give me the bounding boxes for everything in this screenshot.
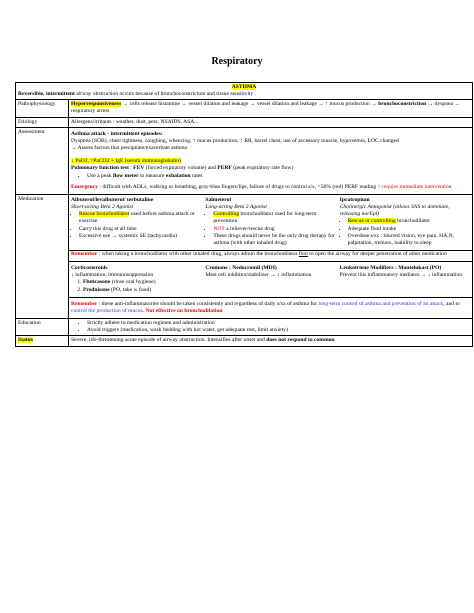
remember2-label: Remember bbox=[71, 300, 98, 307]
prednisone: Prednisone bbox=[83, 286, 110, 293]
corticosteroids-item-2 bbox=[83, 287, 201, 294]
header-row bbox=[16, 83, 473, 100]
corticosteroids-block bbox=[71, 265, 201, 294]
education-row bbox=[16, 319, 473, 336]
peak-bold2: exhalation bbox=[165, 172, 191, 179]
anti-inflammatory-group bbox=[69, 262, 472, 298]
pft-bold3: PERF bbox=[217, 165, 232, 172]
etiology-row bbox=[16, 117, 473, 127]
asthma-table bbox=[15, 82, 473, 347]
remember1-text1: : when taking a bronchodilator with other inhaled drug, always admin the bronchodilator bbox=[97, 250, 299, 257]
remember2-red: Not effective on bronchodilation bbox=[145, 307, 223, 314]
ipratropium-item-2: • Adequate fluid intake bbox=[348, 226, 470, 233]
asthma-desc-rest: airway obstruction occurs because of bronchoconstriction and tissue sensitivity bbox=[74, 91, 254, 98]
albuterol-hl: Rescue bronchodilator bbox=[79, 211, 130, 218]
ipratropium-or: or bbox=[363, 218, 372, 225]
albuterol-title: Albuterol/levalbuterol/ terbutaline bbox=[71, 196, 154, 203]
remember-bronchodilator bbox=[69, 251, 472, 262]
salmeterol-hl: Controlling bbox=[213, 211, 240, 218]
albuterol-sub: Short-acting Beta 2 Agonist bbox=[71, 204, 134, 211]
pft-line bbox=[71, 165, 470, 172]
peak-bold1: flow meter bbox=[112, 172, 139, 179]
medication-label: Medication bbox=[16, 194, 69, 318]
patho-text1: → cells release histamine → vessel dilation and leakage → vessel dilation and leakage → ↑ mucus production → bbox=[121, 101, 379, 108]
ipratropium-block bbox=[340, 197, 470, 247]
ipratropium-rest: bronchodilator bbox=[395, 218, 431, 225]
ipratropium-item-1 bbox=[348, 218, 470, 225]
education-item-2: • Avoid triggers (medication, wash bedding with hot water, get adequate rest, limit anxiety) bbox=[87, 327, 470, 334]
pft-text3: (peak expiratory rate flow) bbox=[231, 165, 294, 172]
prednisone-rest: (PO, take w food) bbox=[109, 286, 152, 293]
salmeterol-block bbox=[205, 197, 335, 247]
leukotriene-title: Leukotriene Modifiers : Montelukast (PO) bbox=[339, 265, 442, 272]
peak-flow-item bbox=[87, 173, 470, 180]
salmeterol-item-2 bbox=[213, 226, 335, 233]
bronchodilator-group bbox=[69, 195, 472, 251]
asthma-desc-bold: Reversible, intermittent bbox=[18, 91, 75, 98]
asthma-heading: ASTHMA bbox=[231, 84, 257, 90]
status-row bbox=[16, 336, 473, 346]
education-item-1: • Strictly adhere to medication regimen and administration bbox=[87, 320, 470, 327]
peak-post: rates bbox=[190, 172, 203, 179]
patho-bold: bronchoconstriction bbox=[378, 101, 427, 108]
assessment-row bbox=[16, 127, 473, 194]
corticosteroids-sub: ↓ inflammation, immunosuppression bbox=[71, 272, 154, 279]
albuterol-item-3: • Excessive use → systemic SE (tachycardia) bbox=[79, 233, 201, 240]
salmeterol-item-3: • These drugs should never be the only drug therapy for asthma (with other inhaled drug) bbox=[213, 233, 335, 247]
pft-text1: : bbox=[128, 165, 134, 172]
status-text: Severe, life-threatening acute episode of airway obstruction. Intensifies after onset and bbox=[71, 337, 267, 344]
emergency-line bbox=[71, 184, 470, 191]
remember2-text3: . bbox=[142, 307, 146, 314]
attack-text: Dyspnea (SOB), chest tightness, coughing, wheezing, ↑ mucus production, ↑ RR, barrel chest, use of accessory muscle, hypoxemia, LOC changed bbox=[71, 137, 399, 144]
pft-bold2: FEV bbox=[133, 165, 145, 172]
fluticasone: Fluticasone bbox=[83, 279, 111, 286]
albuterol-block bbox=[71, 197, 201, 247]
remember-anti-inflammatory bbox=[71, 298, 470, 318]
leukotriene-block bbox=[340, 265, 470, 294]
leukotriene-text: Prevent this inflammatory mediator → ↓ inflammation bbox=[339, 272, 463, 279]
cromone-text: Mast cell inhibitor/stabilizer → ↓ inflammation bbox=[205, 272, 312, 279]
ipratropium-hl2: controlling bbox=[371, 218, 396, 225]
patho-content bbox=[69, 100, 473, 117]
remember1-first: first bbox=[298, 250, 308, 257]
ipratropium-hl1: Rescue bbox=[347, 218, 364, 225]
albuterol-rest: used before asthma attack or exercise bbox=[79, 211, 195, 225]
education-label: Education bbox=[16, 319, 69, 336]
albuterol-item-2: • Carry this drug at all time bbox=[79, 226, 201, 233]
salmeterol-item-1 bbox=[213, 211, 335, 225]
cromone-title: Cromone : Nedocromil (MDI) bbox=[205, 265, 277, 272]
attack-title: Asthma attack - intermittent episodes: bbox=[71, 130, 163, 137]
salmeterol-sub: Long-acting Beta 2 Agonist bbox=[205, 204, 267, 211]
status-bold: does not respond to common bbox=[266, 337, 335, 344]
remember2-blue2: control the production of mucus bbox=[71, 307, 143, 314]
pft-text2: (forced expiratory volume) and bbox=[144, 165, 218, 172]
etiology-label: Etiology bbox=[16, 117, 69, 127]
patho-label: Pathophysiology bbox=[16, 100, 69, 117]
ipratropium-title: Ipratropium bbox=[339, 196, 370, 203]
page-title: Respiratory bbox=[211, 56, 263, 67]
labs-highlight: ↓ PaO2, ↑PaCO2 + IgE (serum immunoglobulin) bbox=[71, 158, 181, 165]
assessment-content bbox=[69, 127, 473, 194]
corticosteroids-title: Corticosteroids bbox=[71, 265, 108, 272]
corticosteroids-item-1 bbox=[83, 279, 201, 286]
patho-highlight: Hyperresponsiveness bbox=[71, 101, 122, 108]
status-content bbox=[69, 336, 473, 346]
remember1-label: Remember bbox=[71, 250, 98, 257]
education-content bbox=[69, 319, 473, 336]
remember2-text1: : these anti-inflammatories should be taken consistently and regardless of daily s/sx of asthma for bbox=[97, 300, 319, 307]
patho-text2: → dyspnea → respiratory arrest bbox=[71, 101, 460, 115]
albuterol-item-1 bbox=[79, 211, 201, 225]
medication-content bbox=[69, 194, 473, 318]
status-label-cell bbox=[16, 336, 69, 346]
peak-pre: Use a peak bbox=[87, 172, 113, 179]
peak-mid: to measure bbox=[138, 172, 166, 179]
remember1-text2: to open the airway for deeper penetration of other medication bbox=[307, 250, 447, 257]
salmeterol-title: Salmeterol bbox=[205, 196, 232, 203]
status-label: Status bbox=[18, 337, 33, 344]
asthma-header-cell bbox=[16, 83, 473, 100]
fluticasone-rest: (rinse oral hygiene) bbox=[110, 279, 156, 286]
salmeterol-rest2: a reliever/rescue drug bbox=[224, 225, 275, 232]
asthma-description bbox=[18, 91, 470, 98]
patho-row bbox=[16, 100, 473, 117]
assessment-label: Assessment bbox=[16, 127, 69, 194]
emergency-label: Emergency bbox=[71, 183, 99, 190]
emergency-text: : difficult with ADLs, walking or breathing, gray-blue fingers/lips, failure of drugs to control s/x, <50% (red) PERF reading > bbox=[98, 183, 383, 190]
remember2-blue1: long-term control of asthma and prevention of an attack bbox=[318, 300, 444, 307]
salmeterol-rest: bronchodilator used for long-term prevention bbox=[213, 211, 317, 225]
salmeterol-not: NOT bbox=[213, 225, 225, 232]
etiology-content: Allergens/irritants : weather, dust, petz, NSAIDS, ASA,.. bbox=[69, 117, 473, 127]
attack-assess: → Assess factors that precipitate/exacerbate asthma bbox=[71, 145, 188, 152]
remember2-text2: , and to bbox=[443, 300, 460, 307]
pft-bold1: Pulmonary function test bbox=[71, 165, 129, 172]
ipratropium-item-3: • Overdose s/sx : blurred vision, eye pain, HA,N, palpitation, tremors, inability to sleep bbox=[348, 233, 470, 247]
medication-row bbox=[16, 194, 473, 318]
cromone-block bbox=[205, 265, 335, 294]
ipratropium-sub: Cholinergic Antagonist (allows SNS to dominate, releasing norEpi) bbox=[339, 204, 450, 218]
emergency-red: require immediate intervention bbox=[382, 183, 452, 190]
